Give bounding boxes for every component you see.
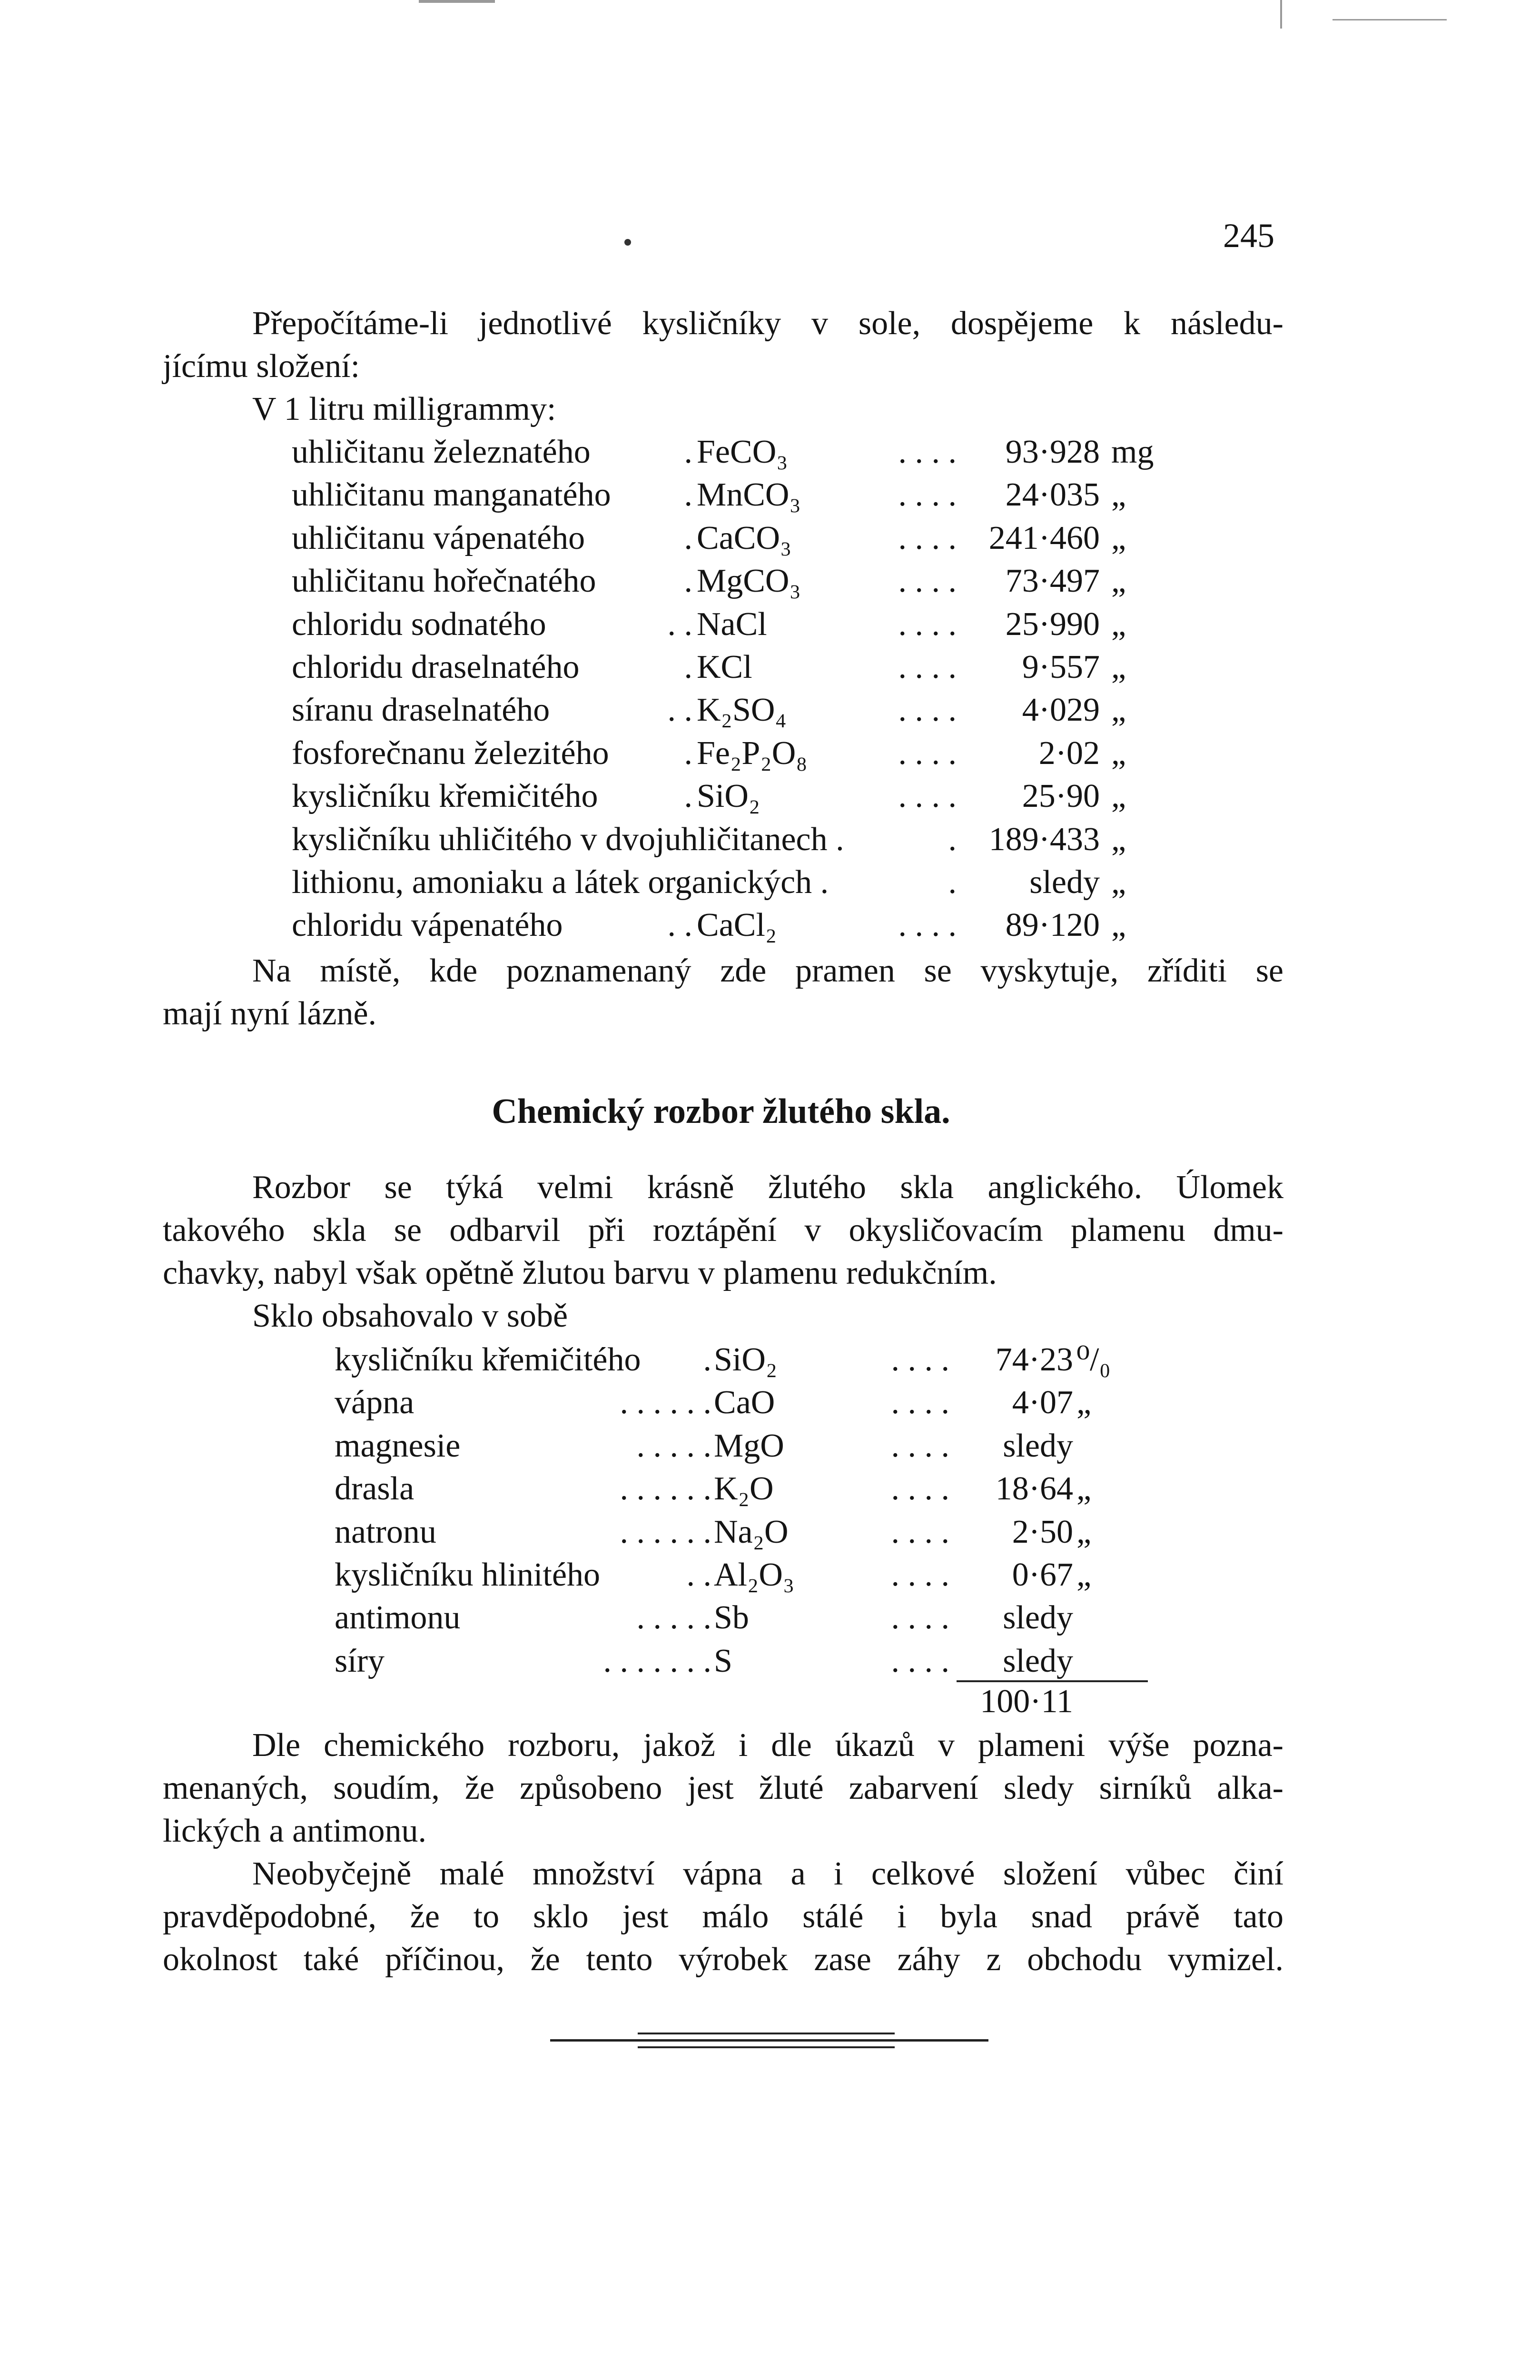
amount-value: 93·928 (1005, 434, 1100, 470)
table-row (0, 818, 1540, 861)
paragraph-line: mají nyní lázně. (163, 995, 377, 1032)
component-name: chloridu draselnatého (292, 649, 580, 685)
unit-label: „ (1111, 821, 1126, 858)
amount-value: 189·433 (988, 821, 1100, 858)
leader-dots: . . . . . . (620, 1384, 711, 1421)
amount-value: 9·557 (1022, 649, 1100, 685)
scan-artifact (1280, 0, 1282, 29)
component-name: vápna (335, 1384, 415, 1421)
amount-value: 2·02 (1038, 734, 1100, 772)
amount-value: 4·07 (1012, 1384, 1073, 1421)
table-row (0, 1554, 1540, 1597)
component-name: fosforečnanu železitého (292, 734, 609, 772)
amount-value: 25·990 (1005, 605, 1100, 643)
chemical-formula: Sb (714, 1599, 749, 1636)
leader-dots: . . . . (891, 1599, 949, 1636)
component-name: síry (335, 1642, 385, 1679)
leader-dots: . . . . (898, 649, 957, 685)
table-row (0, 904, 1540, 947)
leader-dots: . . (686, 1557, 711, 1593)
end-ornament-rule (550, 2039, 988, 2042)
unit-label: „ (1111, 649, 1126, 685)
table-row (0, 689, 1540, 732)
leader-dots: . (684, 434, 692, 470)
component-name: uhličitanu manganatého (292, 476, 611, 514)
unit-label: „ (1076, 1557, 1092, 1593)
scan-artifact (624, 239, 631, 246)
paragraph-line: pravděpodobné, že to sklo jest málo stálé i byla snad právě tato (163, 1898, 1283, 1935)
amount-value: sledy (1003, 1427, 1073, 1464)
leader-dots: . (684, 734, 692, 772)
leader-dots: . (948, 821, 957, 858)
table-row (0, 431, 1540, 474)
leader-dots: . (684, 519, 692, 556)
table-row (0, 646, 1540, 689)
amount-value: 18·64 (995, 1470, 1073, 1507)
component-name: uhličitanu železnatého (292, 434, 591, 470)
leader-dots: . . . . (891, 1384, 949, 1421)
chemical-formula: MgCO₃ (697, 563, 801, 600)
component-name: lithionu, amoniaku a látek organických . (292, 864, 829, 901)
leader-dots: . . . . (891, 1470, 949, 1507)
page-number: 245 (1223, 217, 1274, 255)
unit-label: „ (1111, 605, 1126, 643)
chemical-formula: K₂O (714, 1470, 774, 1507)
table-row (0, 1468, 1540, 1510)
leader-dots: . . . . (898, 734, 957, 772)
unit-label: „ (1111, 907, 1126, 944)
chemical-formula: Fe₂P₂O₈ (697, 734, 808, 772)
component-name: chloridu vápenatého (292, 907, 563, 944)
component-name: natronu (335, 1513, 436, 1550)
table-row (0, 775, 1540, 818)
amount-value: 24·035 (1005, 476, 1100, 514)
leader-dots: . . . . . . . (603, 1642, 711, 1679)
scan-artifact (419, 0, 495, 3)
leader-dots: . . . . (898, 434, 957, 470)
chemical-formula: MnCO₃ (697, 476, 801, 514)
paragraph-line: takového skla se odbarvil při roztápění v okysličovacím plamenu dmu- (163, 1212, 1283, 1249)
paragraph-line: jícímu složení: (163, 348, 360, 385)
table-row (0, 861, 1540, 904)
leader-dots: . . . . (891, 1557, 949, 1593)
chemical-formula: MgO (714, 1427, 784, 1464)
section-heading: Chemický rozbor žlutého skla. (492, 1092, 950, 1131)
leader-dots: . (948, 864, 957, 901)
leader-dots: . . . . (898, 778, 957, 815)
unit-label: „ (1076, 1513, 1092, 1550)
leader-dots: . . . . (898, 605, 957, 643)
leader-dots: . . . . . (636, 1427, 711, 1464)
chemical-formula: CaCO₃ (697, 519, 792, 556)
paragraph-line: Přepočítáme-li jednotlivé kysličníky v sole, dospějeme k následu- (252, 305, 1283, 342)
unit-label: „ (1111, 734, 1126, 772)
leader-dots: . . (667, 605, 692, 643)
table-row (0, 1425, 1540, 1468)
component-name: antimonu (335, 1599, 461, 1636)
paragraph-line: Neobyčejně malé množství vápna a i celkové složení vůbec činí (252, 1855, 1283, 1892)
component-name: magnesie (335, 1427, 461, 1464)
component-name: kysličníku hlinitého (335, 1557, 601, 1593)
component-name: chloridu sodnatého (292, 605, 546, 643)
amount-value: sledy (1029, 864, 1100, 901)
table-row (0, 603, 1540, 646)
paragraph-line: Rozbor se týká velmi krásně žlutého skla anglického. Úlomek (252, 1169, 1283, 1206)
unit-label: „ (1111, 864, 1126, 901)
component-name: uhličitanu hořečnatého (292, 563, 596, 600)
table-row (0, 1511, 1540, 1554)
leader-dots: . (684, 778, 692, 815)
paragraph-line: okolnost také příčinou, že tento výrobek zase záhy z obchodu vymizel. (163, 1941, 1283, 1978)
leader-dots: . . . . (898, 519, 957, 556)
table-row (0, 474, 1540, 516)
amount-value: 73·497 (1005, 563, 1100, 600)
amount-value: 2·50 (1012, 1513, 1073, 1550)
leader-dots: . . . . (898, 692, 957, 729)
component-name: drasla (335, 1470, 415, 1507)
component-name: síranu draselnatého (292, 692, 550, 729)
chemical-formula: K₂SO₄ (697, 692, 787, 729)
table-total: 100·11 (980, 1683, 1073, 1720)
unit-label: ⁰/₀ (1076, 1341, 1111, 1378)
unit-label: „ (1111, 563, 1126, 600)
leader-dots: . . . . (898, 476, 957, 514)
leader-dots: . . . . (891, 1341, 949, 1378)
amount-value: 4·029 (1022, 692, 1100, 729)
chemical-formula: Na₂O (714, 1513, 789, 1550)
leader-dots: . . (667, 692, 692, 729)
component-name: uhličitanu vápenatého (292, 519, 585, 556)
chemical-formula: CaO (714, 1384, 775, 1421)
leader-dots: . (684, 476, 692, 514)
amount-value: 0·67 (1012, 1557, 1073, 1593)
leader-dots: . . . . (891, 1513, 949, 1550)
chemical-formula: FeCO₃ (697, 434, 788, 470)
table-row (0, 517, 1540, 560)
amount-value: sledy (1003, 1599, 1073, 1636)
chemical-formula: SiO₂ (697, 778, 760, 815)
amount-value: 74·23 (995, 1341, 1073, 1378)
end-ornament-rule (638, 2033, 895, 2034)
leader-dots: . (684, 563, 692, 600)
leader-dots: . . . . (891, 1427, 949, 1464)
chemical-formula: SiO₂ (714, 1341, 778, 1378)
end-ornament-rule (638, 2046, 895, 2048)
scan-artifact (1333, 19, 1447, 20)
component-name: kysličníku křemičitého (292, 778, 598, 815)
chemical-formula: CaCl₂ (697, 907, 777, 944)
unit-label: mg (1111, 434, 1154, 470)
leader-dots: . (703, 1341, 711, 1378)
table-row (0, 732, 1540, 775)
unit-label: „ (1111, 692, 1126, 729)
leader-dots: . . . . (898, 563, 957, 600)
leader-dots: . . . . (898, 907, 957, 944)
amount-value: 89·120 (1005, 907, 1100, 944)
paragraph-line: lických a antimonu. (163, 1813, 427, 1849)
chemical-formula: NaCl (697, 605, 767, 643)
unit-label: „ (1111, 476, 1126, 514)
leader-dots: . . . . . . (620, 1470, 711, 1507)
component-name: kysličníku uhličitého v dvojuhličitanech . (292, 821, 844, 858)
leader-dots: . . . . . . (620, 1513, 711, 1550)
table-caption: V 1 litru milligrammy: (252, 391, 556, 427)
table-row (0, 1339, 1540, 1381)
paragraph-line: Na místě, kde poznamenaný zde pramen se vyskytuje, zříditi se (252, 952, 1283, 989)
component-name: kysličníku křemičitého (335, 1341, 641, 1378)
table-row (0, 1381, 1540, 1424)
table-row (0, 1640, 1540, 1683)
table-row (0, 1597, 1540, 1639)
chemical-formula: S (714, 1642, 732, 1679)
chemical-formula: KCl (697, 649, 752, 685)
leader-dots: . . (667, 907, 692, 944)
chemical-formula: Al₂O₃ (714, 1557, 795, 1593)
unit-label: „ (1076, 1470, 1092, 1507)
paragraph-line: Dle chemického rozboru, jakož i dle úkazů v plameni výše pozna- (252, 1727, 1283, 1764)
amount-value: sledy (1003, 1642, 1073, 1679)
table-row (0, 560, 1540, 603)
leader-dots: . . . . . (636, 1599, 711, 1636)
paragraph-line: chavky, nabyl však opětně žlutou barvu v plamenu redukčním. (163, 1255, 997, 1291)
unit-label: „ (1111, 519, 1126, 556)
amount-value: 25·90 (1022, 778, 1100, 815)
amount-value: 241·460 (988, 519, 1100, 556)
unit-label: „ (1076, 1384, 1092, 1421)
table-caption: Sklo obsahovalo v sobě (252, 1298, 568, 1334)
leader-dots: . . . . (891, 1642, 949, 1679)
leader-dots: . (684, 649, 692, 685)
unit-label: „ (1111, 778, 1126, 815)
paragraph-line: menaných, soudím, že způsobeno jest žluté zabarvení sledy sirníků alka- (163, 1770, 1283, 1806)
